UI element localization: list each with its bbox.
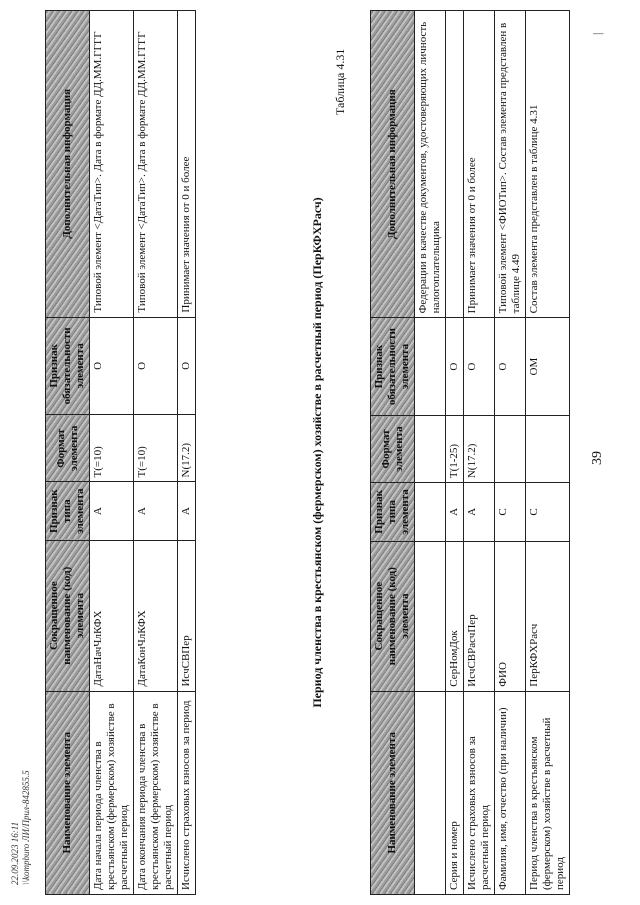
- cell-required: О: [446, 318, 464, 416]
- table-header-row: [46, 11, 90, 895]
- cell-name: [415, 691, 446, 894]
- cell-name: Дата начала периода членства в крестьянском (фермерском) хозяйстве в расчетный период: [90, 691, 134, 894]
- cell-code: ИсчСВПер: [178, 540, 196, 691]
- cell-format: T(=10): [90, 415, 134, 482]
- cell-type: А: [446, 483, 464, 541]
- table-row: [464, 11, 495, 895]
- cell-required: О: [134, 317, 178, 415]
- header-short-name: Сокращенное наименование (код) элемента: [46, 540, 90, 691]
- table-row: [90, 11, 134, 895]
- page-number: 39: [590, 451, 605, 465]
- cell-required: О: [495, 318, 526, 416]
- table-header-row: [371, 11, 415, 895]
- cell-type: С: [526, 483, 570, 541]
- elements-table-continued: [370, 10, 570, 895]
- cell-format: T(=10): [134, 415, 178, 482]
- table-row: [134, 11, 178, 895]
- cell-required: ОМ: [526, 318, 570, 416]
- cell-type: А: [464, 483, 495, 541]
- table-label: Таблица 4.31: [333, 48, 347, 115]
- cell-required: О: [178, 317, 196, 415]
- cell-required: О: [464, 318, 495, 416]
- header-type: Признак типа элемента: [371, 483, 415, 541]
- cell-required: [415, 318, 446, 416]
- table-row: [495, 11, 526, 895]
- cell-type: А: [178, 482, 196, 540]
- cell-type: А: [134, 482, 178, 540]
- cell-format: [495, 415, 526, 482]
- table-title: Период членства в крестьянском (фермерском) хозяйстве в расчетный период (ПерКФХРасч): [310, 197, 324, 708]
- header-element-name: Наименование элемента: [371, 691, 415, 894]
- cell-info: Типовой элемент <ДатаТип>. Дата в формате ДД.ММ.ГГГГ: [90, 11, 134, 318]
- cell-name: Серия и номер: [446, 691, 464, 894]
- header-short-name: Сокращенное наименование (код) элемента: [371, 541, 415, 691]
- cell-code: ИсчСВРасчПер: [464, 541, 495, 691]
- table-row: [415, 11, 446, 895]
- cell-type: [415, 483, 446, 541]
- cell-info: [446, 11, 464, 318]
- header-type: Признак типа элемента: [46, 482, 90, 540]
- cell-required: О: [90, 317, 134, 415]
- print-stamp: [10, 770, 32, 885]
- header-element-name: Наименование элемента: [46, 691, 90, 894]
- cell-format: T(1-25): [446, 415, 464, 482]
- cell-format: [526, 415, 570, 482]
- margin-mark: |: [590, 32, 604, 35]
- header-required: Признак обязательности элемента: [46, 317, 90, 415]
- table-row: [178, 11, 196, 895]
- cell-info: Принимает значения от 0 и более: [464, 11, 495, 318]
- cell-info: Состав элемента представлен в таблице 4.31: [526, 11, 570, 318]
- cell-info: Типовой элемент <ФИОТип>. Состав элемента представлен в таблице 4.49: [495, 11, 526, 318]
- stamp-path: \\kompburo ЛИ/Прил-842855.5: [21, 770, 31, 885]
- cell-code: ДатаКонЧлКФХ: [134, 540, 178, 691]
- table-row: [446, 11, 464, 895]
- header-additional-info: Дополнительная информация: [46, 11, 90, 318]
- cell-code: [415, 541, 446, 691]
- cell-name: Дата окончания периода членства в крестьянском (фермерском) хозяйстве в расчетный период: [134, 691, 178, 894]
- cell-format: [415, 415, 446, 482]
- cell-info: Типовой элемент <ДатаТип>. Дата в формате ДД.ММ.ГГГГ: [134, 11, 178, 318]
- cell-name: Период членства в крестьянском (фермерском) хозяйстве в расчетный период: [526, 691, 570, 894]
- cell-code: СерНомДок: [446, 541, 464, 691]
- cell-name: Исчислено страховых взносов за период: [178, 691, 196, 894]
- cell-type: С: [495, 483, 526, 541]
- header-format: Формат элемента: [46, 415, 90, 482]
- cell-name: Исчислено страховых взносов за расчетный период: [464, 691, 495, 894]
- cell-info: Принимает значения от 0 и более: [178, 11, 196, 318]
- header-format: Формат элемента: [371, 415, 415, 482]
- cell-code: ДатаНачЧлКФХ: [90, 540, 134, 691]
- cell-format: N(17.2): [464, 415, 495, 482]
- header-additional-info: Дополнительная информация: [371, 11, 415, 318]
- membership-period-table: [45, 10, 196, 895]
- cell-type: А: [90, 482, 134, 540]
- stamp-date: 22.09.2023 16:11: [10, 821, 20, 885]
- cell-code: ФИО: [495, 541, 526, 691]
- cell-info: Федерации в качестве документов, удостоверяющих личность налогоплательщика: [415, 11, 446, 318]
- header-required: Признак обязательности элемента: [371, 318, 415, 416]
- cell-name: Фамилия, имя, отчество (при наличии): [495, 691, 526, 894]
- cell-code: ПерКФХРасч: [526, 541, 570, 691]
- cell-format: N(17.2): [178, 415, 196, 482]
- table-row: [526, 11, 570, 895]
